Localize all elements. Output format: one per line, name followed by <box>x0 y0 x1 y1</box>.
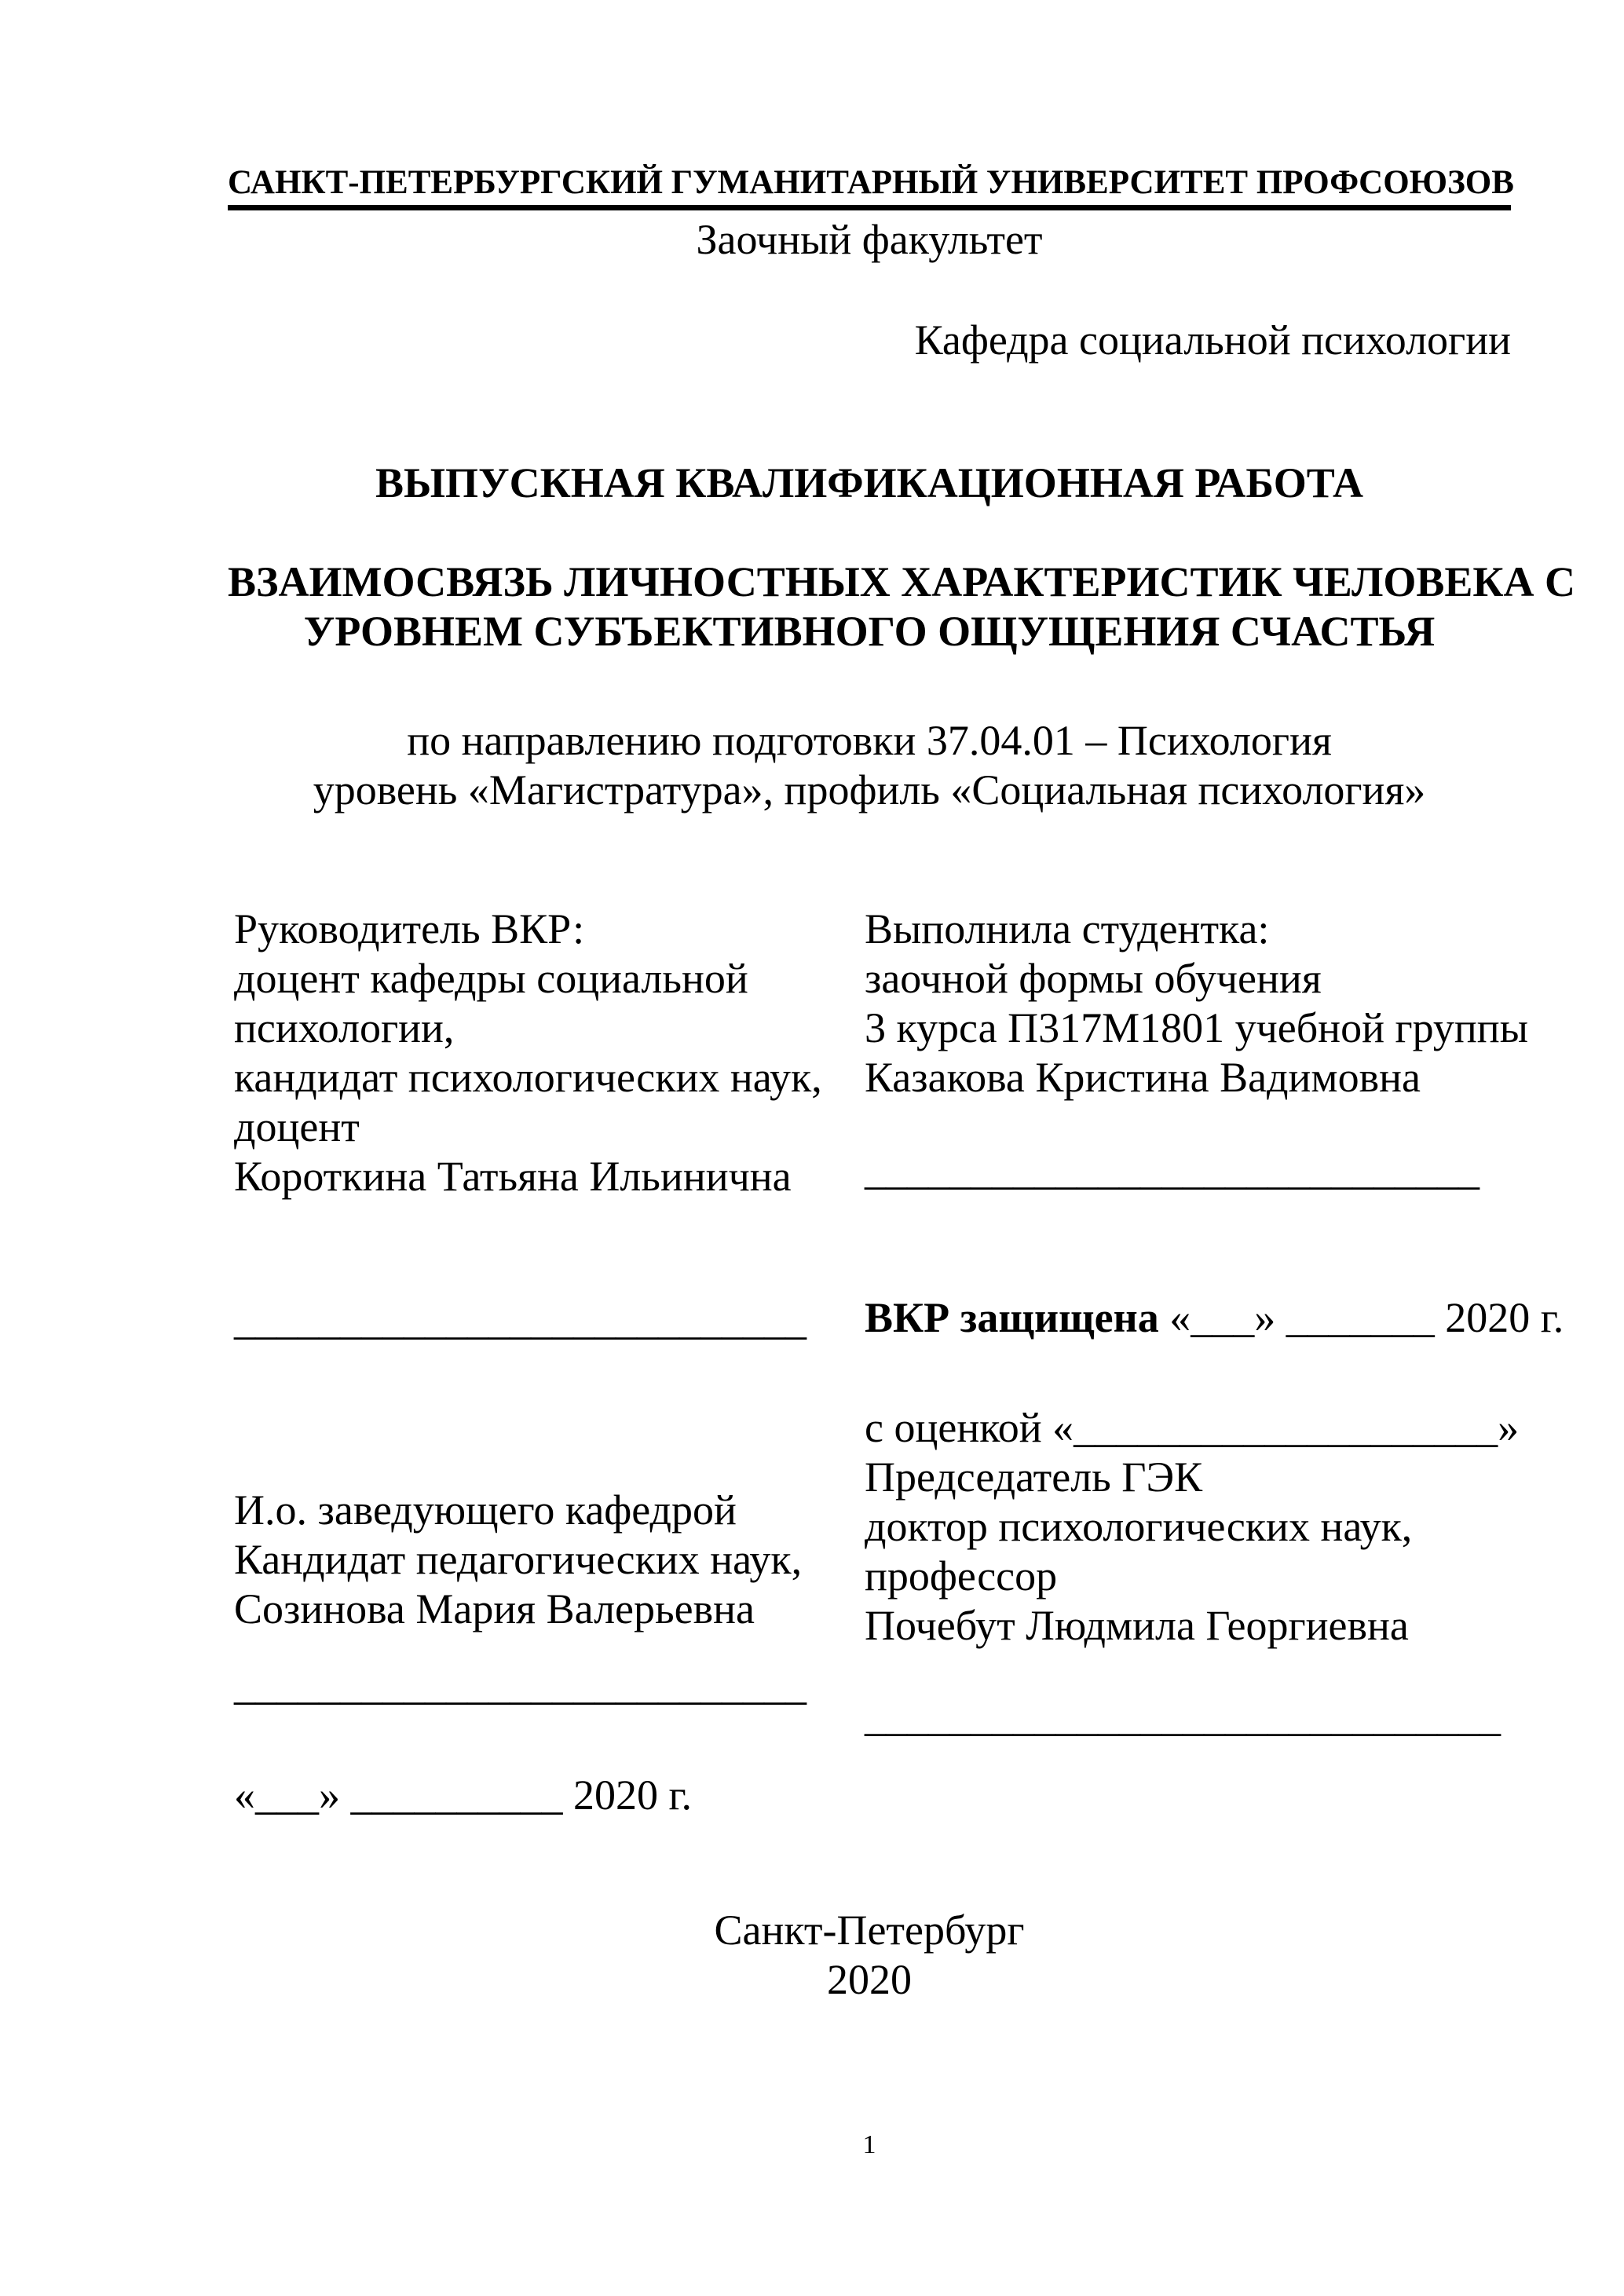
defense-date-label: ВКР защищена <box>865 1294 1159 1341</box>
acting-head-date-line: «___» __________ 2020 г. <box>234 1771 693 1819</box>
supervisor-signature-line: ___________________________ <box>234 1296 807 1344</box>
thesis-title-line-1: ВЗАИМОСВЯЗЬ ЛИЧНОСТНЫХ ХАРАКТЕРИСТИК ЧЕЛОВЕКА С <box>228 558 1576 605</box>
supervisor-degree-line: кандидат психологических наук, <box>234 1054 822 1101</box>
university-name: САНКТ-ПЕТЕРБУРГСКИЙ ГУМАНИТАРНЫЙ УНИВЕРСИТЕТ ПРОФСОЮЗОВ <box>228 164 1514 201</box>
committee-chair-name-line: Почебут Людмила Георгиевна <box>865 1602 1409 1649</box>
committee-block <box>865 1453 1412 1651</box>
committee-degree-line: доктор психологических наук, <box>865 1503 1413 1550</box>
student-role-line: Выполнила студентка: <box>865 905 1270 952</box>
student-name-line: Казакова Кристина Вадимовна <box>865 1054 1421 1101</box>
supervisor-name-line: Короткина Татьяна Ильинична <box>234 1153 792 1200</box>
defense-date-blank: «___» _______ 2020 г. <box>1158 1294 1564 1341</box>
program-level-line: уровень «Магистратура», профиль «Социальная психология» <box>313 766 1426 813</box>
defense-date-line <box>865 1293 1564 1343</box>
acting-head-block <box>234 1486 802 1634</box>
department-name: Кафедра социальной психологии <box>914 316 1511 364</box>
committee-chair-signature-line: ______________________________ <box>865 1693 1501 1740</box>
thesis-title-line-2: УРОВНЕМ СУБЪЕКТИВНОГО ОЩУЩЕНИЯ СЧАСТЬЯ <box>303 608 1436 655</box>
acting-head-degree-line: Кандидат педагогических наук, <box>234 1536 803 1583</box>
supervisor-position-line-2: психологии, <box>234 1004 455 1051</box>
supervisor-rank-line: доцент <box>234 1103 360 1150</box>
acting-head-role-line: И.о. заведующего кафедрой <box>234 1486 737 1534</box>
acting-head-signature-line: ___________________________ <box>234 1662 807 1709</box>
student-signature-line: _____________________________ <box>865 1146 1480 1194</box>
defense-grade-line: с оценкой «____________________» <box>865 1404 1520 1451</box>
supervisor-block <box>234 905 822 1201</box>
acting-head-name-line: Созинова Мария Валерьевна <box>234 1585 755 1632</box>
committee-chair-line: Председатель ГЭК <box>865 1453 1203 1501</box>
committee-rank-line: профессор <box>865 1552 1058 1600</box>
header-underline <box>228 205 1511 210</box>
faculty-name: Заочный факультет <box>696 216 1043 263</box>
supervisor-role-line: Руководитель ВКР: <box>234 905 585 952</box>
year-line: 2020 <box>827 1956 912 2003</box>
city-line: Санкт-Петербург <box>714 1907 1025 1954</box>
student-study-form-line: заочной формы обучения <box>865 955 1322 1002</box>
page-number: 1 <box>862 2130 876 2159</box>
work-type-title: ВЫПУСКНАЯ КВАЛИФИКАЦИОННАЯ РАБОТА <box>375 459 1364 506</box>
student-group-line: 3 курса П317М1801 учебной группы <box>865 1004 1528 1051</box>
student-block <box>865 905 1528 1102</box>
program-direction-line: по направлению подготовки 37.04.01 – Психология <box>407 717 1332 764</box>
supervisor-position-line-1: доцент кафедры социальной <box>234 955 748 1002</box>
